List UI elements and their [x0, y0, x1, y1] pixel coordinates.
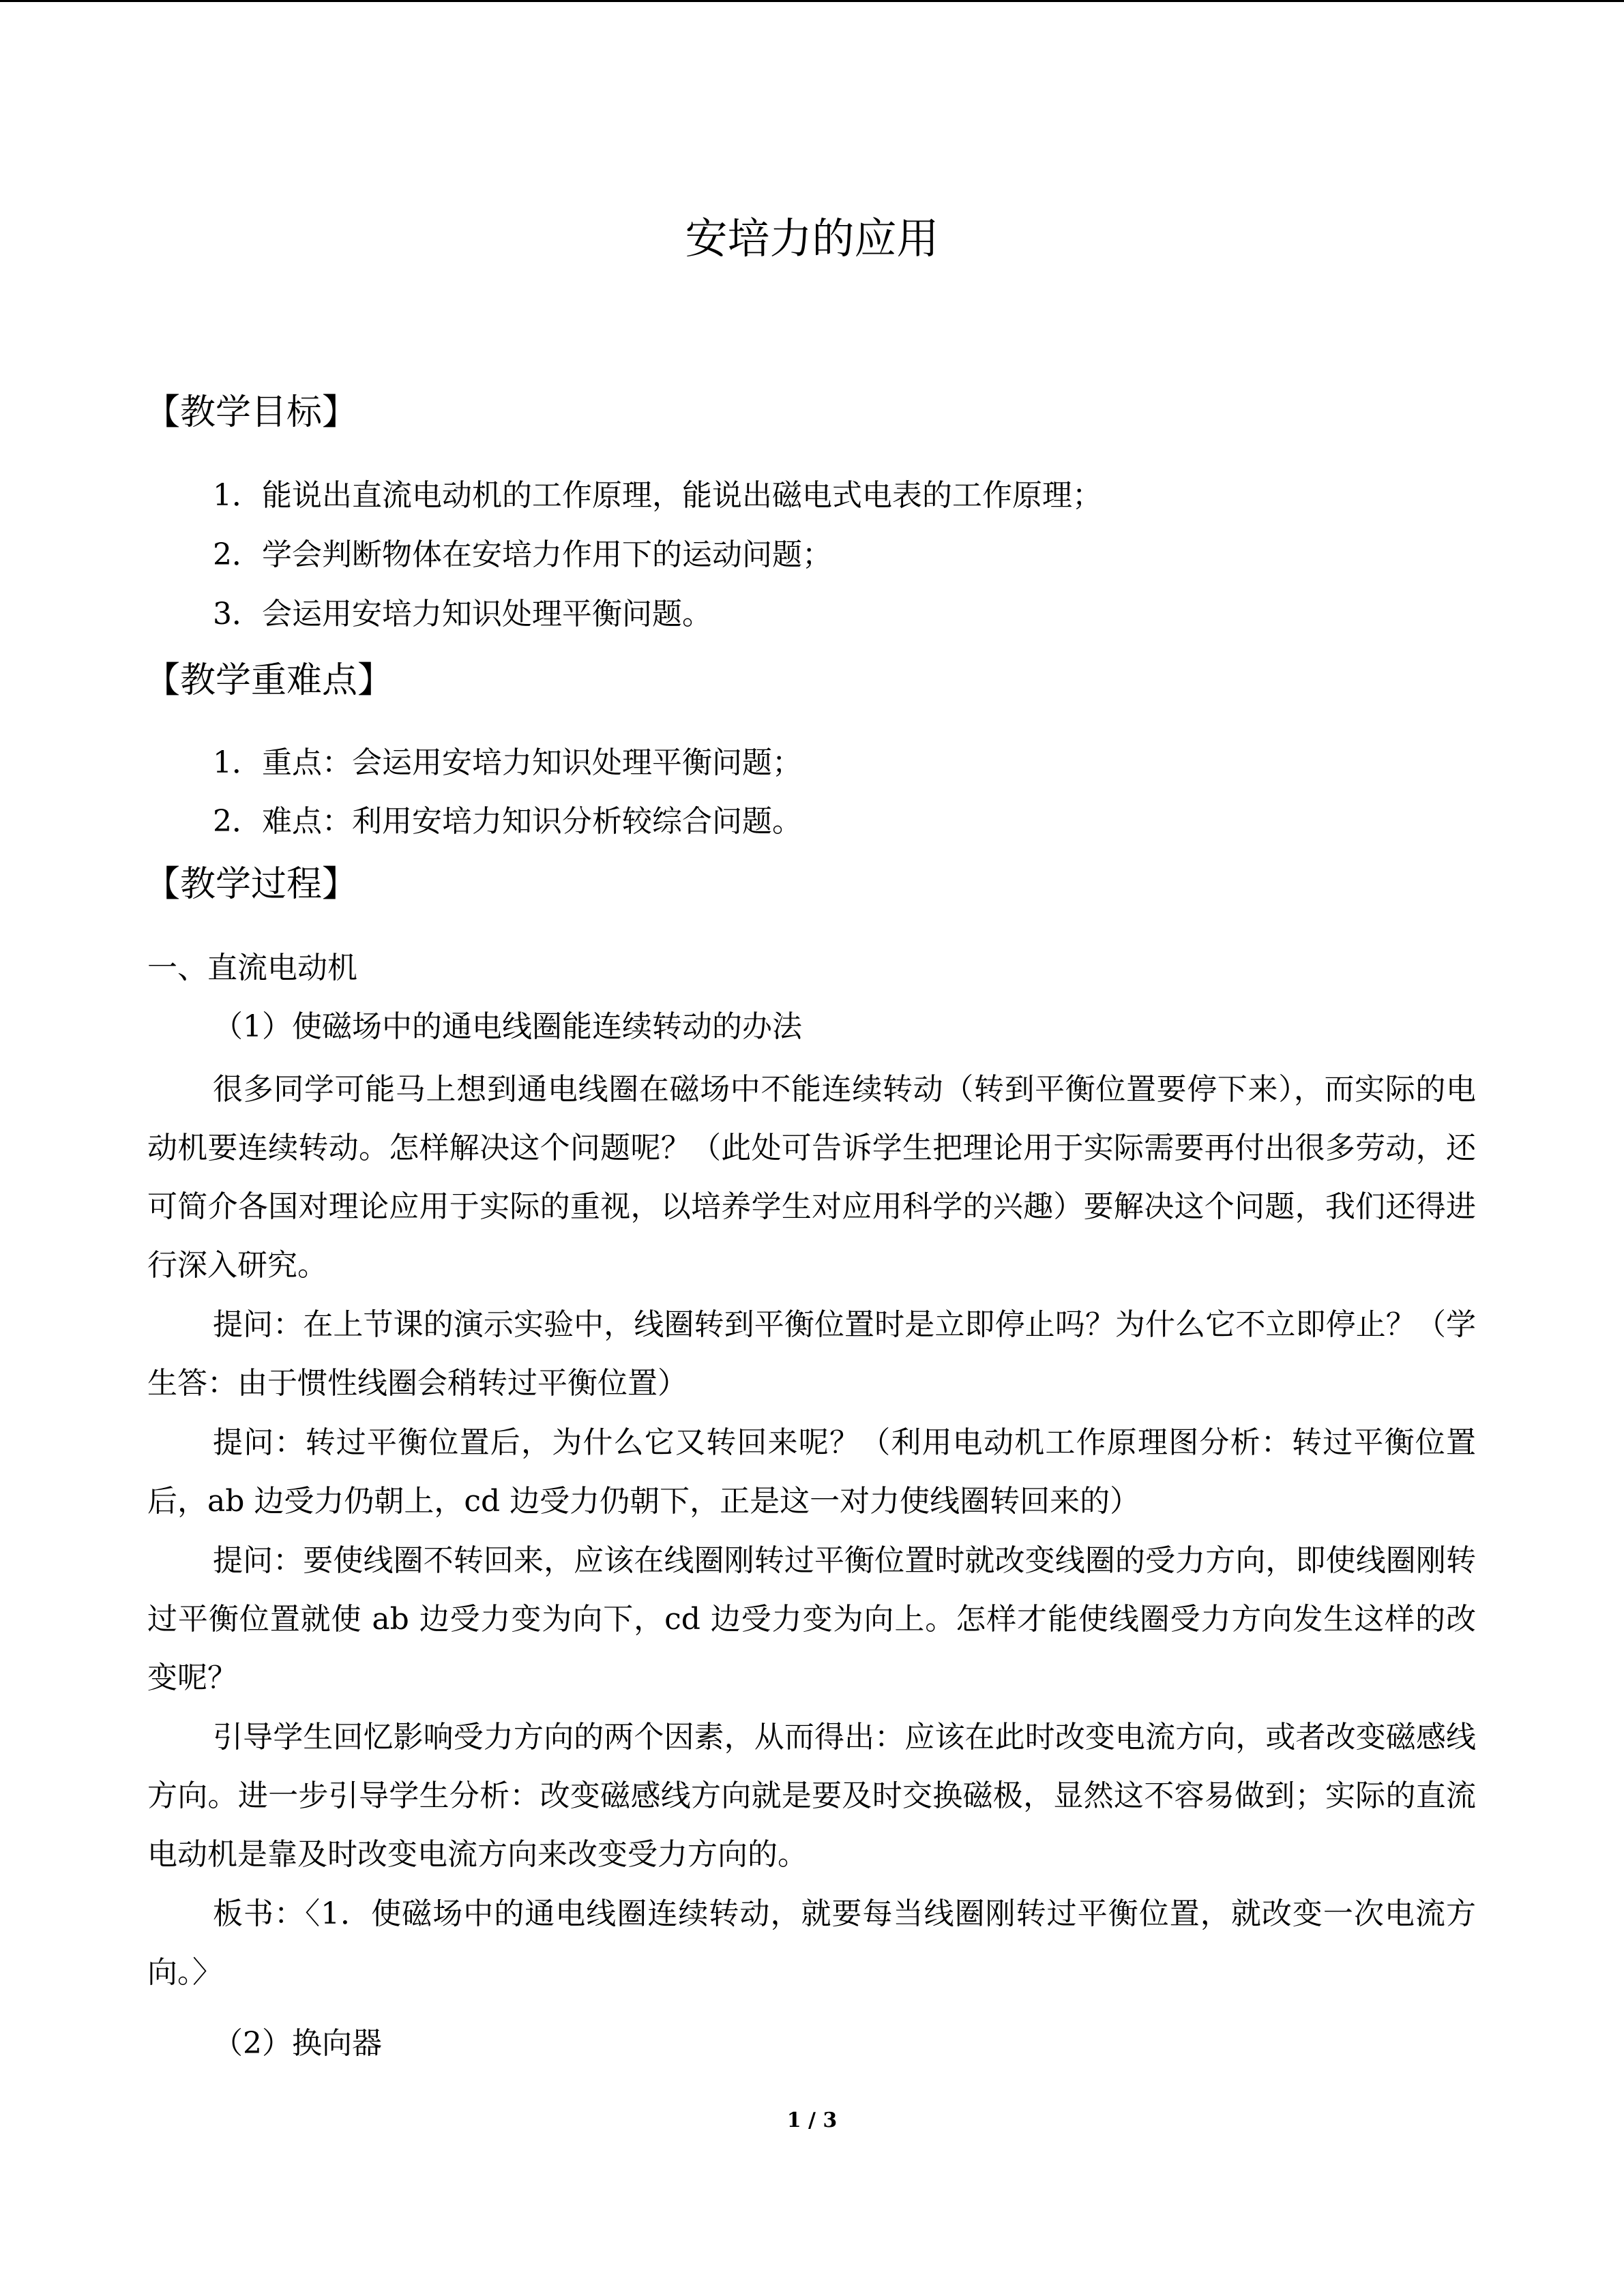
paragraph-3: 提问：转过平衡位置后，为什么它又转回来呢？（利用电动机工作原理图分析：转过平衡位置后，ab 边受力仍朝上，cd 边受力仍朝下，正是这一对力使线圈转回来的）: [147, 1425, 1476, 1519]
keypoint-item-2: 2．难点：利用安培力知识分析较综合问题。: [213, 804, 802, 839]
heading-teaching-goals: 【教学目标】: [145, 392, 358, 433]
goal-item-3: 3．会运用安培力知识处理平衡问题。: [213, 597, 712, 631]
goal-item-1: 1．能说出直流电动机的工作原理，能说出磁电式电表的工作原理；: [213, 478, 1102, 513]
heading-key-points: 【教学重难点】: [145, 660, 394, 701]
paragraph-5: 引导学生回忆影响受力方向的两个因素，从而得出：应该在此时改变电流方向，或者改变磁感线方向。进一步引导学生分析：改变磁感线方向就是要及时交换磁极，显然这不容易做到；实际的直流电动机是靠及时改变电流方向来改变受力方向的。: [147, 1720, 1476, 1872]
paragraph-6: 板书：〈1．使磁场中的通电线圈连续转动，就要每当线圈刚转过平衡位置，就改变一次电流方向。〉: [147, 1896, 1476, 1990]
top-border: [0, 0, 1624, 2]
goal-item-2: 2．学会判断物体在安培力作用下的运动问题；: [213, 537, 832, 572]
keypoint-item-1: 1．重点：会运用安培力知识处理平衡问题；: [213, 745, 802, 780]
paragraph-2: 提问：在上节课的演示实验中，线圈转到平衡位置时是立即停止吗？为什么它不立即停止？（学生答：由于惯性线圈会稍转过平衡位置）: [147, 1307, 1476, 1401]
paragraph-4: 提问：要使线圈不转回来，应该在线圈刚转过平衡位置时就改变线圈的受力方向，即使线圈刚转过平衡位置就使 ab 边受力变为向下，cd 边受力变为向上。怎样才能使线圈受力方向发生这样的改变呢？: [147, 1543, 1476, 1695]
subheading-continuous-rotation: （1）使磁场中的通电线圈能连续转动的办法: [213, 1009, 802, 1044]
page-title: 安培力的应用: [685, 213, 939, 263]
heading-teaching-process: 【教学过程】: [145, 864, 358, 905]
subheading-commutator: （2）换向器: [213, 2026, 382, 2061]
subheading-dc-motor: 一、直流电动机: [147, 951, 357, 985]
paragraph-1: 很多同学可能马上想到通电线圈在磁场中不能连续转动（转到平衡位置要停下来），而实际的电动机要连续转动。怎样解决这个问题呢？（此处可告诉学生把理论用于实际需要再付出很多劳动，还可简介各国对理论应用于实际的重视，以培养学生对应用科学的兴趣）要解决这个问题，我们还得进行深入研究。: [147, 1072, 1476, 1283]
page-number: 1 / 3: [786, 2108, 838, 2132]
